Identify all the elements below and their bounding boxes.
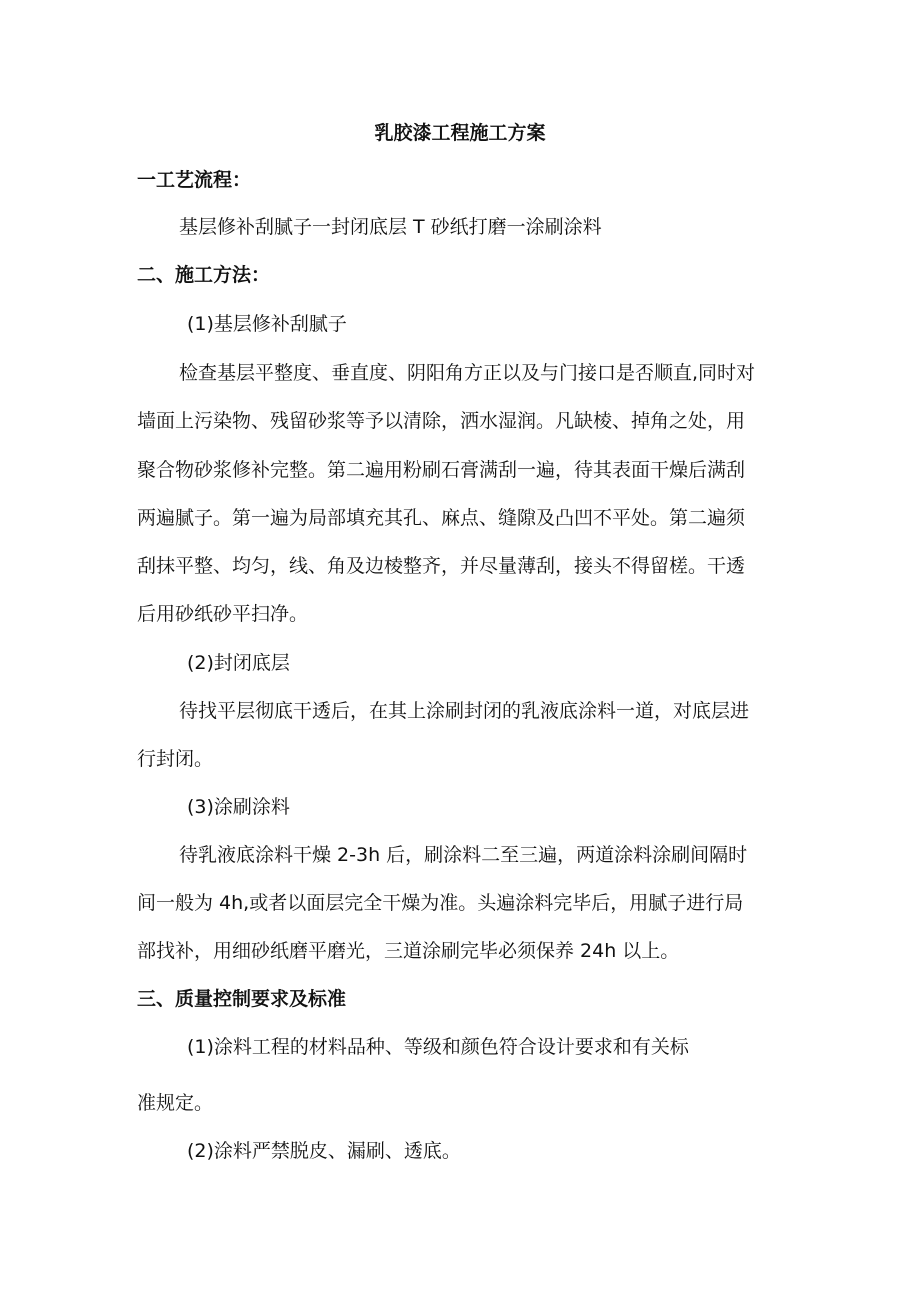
- subsection-title-paint: (3)涂刷涂料: [187, 796, 290, 818]
- subsection-title-putty: (1)基层修补刮腻子: [187, 313, 347, 335]
- paragraph-line: 部找补，用细砂纸磨平磨光，三道涂刷完毕必须保养 24h 以上。: [137, 940, 680, 962]
- paragraph-line: 待找平层彻底干透后，在其上涂刷封闭的乳液底涂料一道，对底层进: [179, 700, 750, 722]
- paragraph-line: 墙面上污染物、残留砂浆等予以清除，洒水湿润。凡缺棱、掉角之处，用: [137, 410, 746, 432]
- paragraph-line: 刮抹平整、均匀，线、角及边棱整齐，并尽量薄刮，接头不得留槎。干透: [137, 555, 746, 577]
- paragraph-line: 聚合物砂浆修补完整。第二遍用粉刷石膏满刮一遍，待其表面干燥后满刮: [137, 459, 746, 481]
- process-flow-text: 基层修补刮腻子一封闭底层 T 砂纸打磨一涂刷涂料: [179, 216, 602, 238]
- quality-item-2: (2)涂料严禁脱皮、漏刷、透底。: [187, 1140, 461, 1162]
- section-heading-quality: 三、质量控制要求及标准: [137, 988, 347, 1010]
- quality-item-1-cont: 准规定。: [137, 1092, 214, 1114]
- paragraph-line: 待乳液底涂料干燥 2-3h 后，刷涂料二至三遍，两道涂料涂刷间隔时: [179, 844, 748, 866]
- section-heading-process: 一工艺流程：: [137, 169, 252, 191]
- paragraph-line: 后用砂纸砂平扫净。: [137, 603, 309, 625]
- paragraph-line: 行封闭。: [137, 748, 214, 770]
- paragraph-line: 间一般为 4h,或者以面层完全干燥为准。头遍涂料完毕后，用腻子进行局: [137, 892, 744, 914]
- quality-item-1: (1)涂料工程的材料品种、等级和颜色符合设计要求和有关标: [187, 1036, 689, 1058]
- section-heading-method: 二、施工方法：: [137, 264, 271, 286]
- subsection-title-seal: (2)封闭底层: [187, 652, 290, 674]
- document-title: 乳胶漆工程施工方案: [374, 122, 546, 144]
- paragraph-line: 检查基层平整度、垂直度、阴阳角方正以及与门接口是否顺直,同时对: [179, 362, 756, 384]
- paragraph-line: 两遍腻子。第一遍为局部填充其孔、麻点、缝隙及凸凹不平处。第二遍须: [137, 507, 746, 529]
